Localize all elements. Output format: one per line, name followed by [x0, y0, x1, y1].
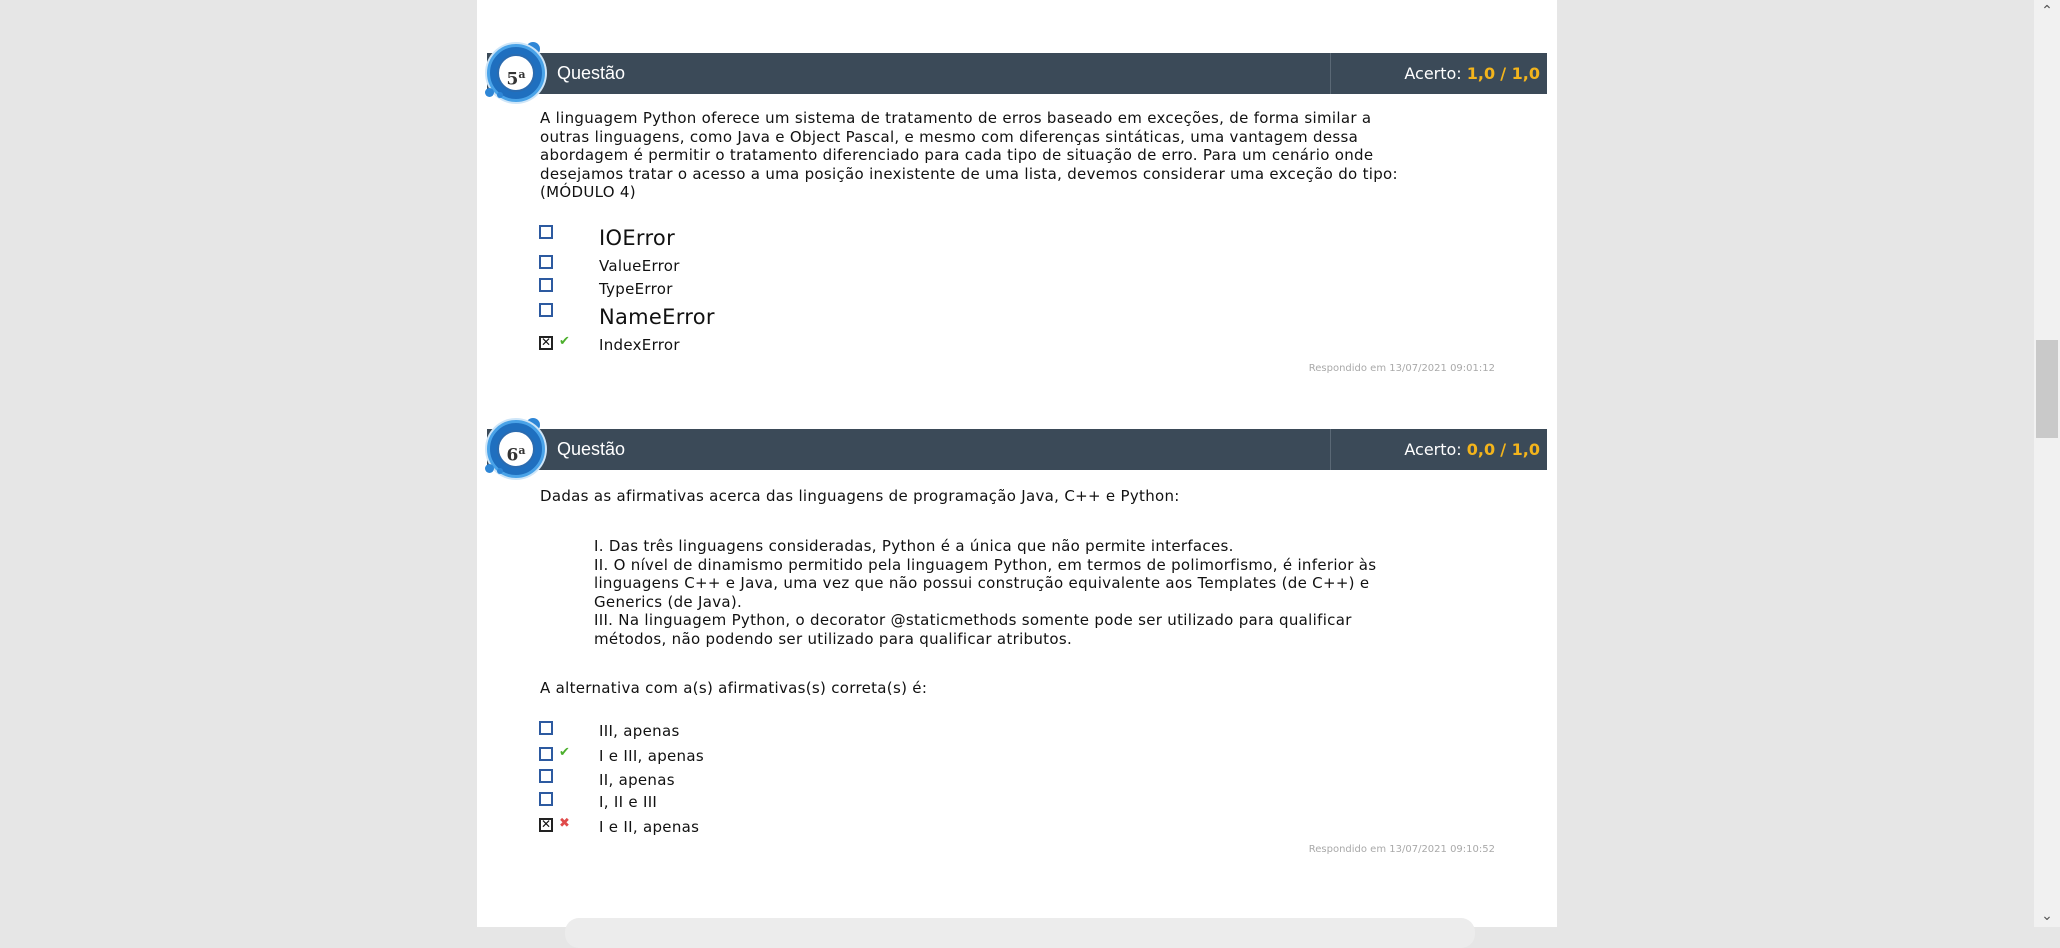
option-label: III, apenas	[599, 722, 680, 740]
question-text: Dadas as afirmativas acerca das linguagens de programação Java, C++ e Python:	[540, 487, 1180, 505]
score-value: 1,0	[1466, 64, 1496, 83]
question-number: 6	[506, 445, 519, 466]
option-checkbox[interactable]	[539, 303, 553, 317]
option-label: I e III, apenas	[599, 747, 704, 765]
option-checkbox[interactable]	[539, 278, 553, 292]
scrollbar-thumb[interactable]	[2036, 340, 2058, 438]
chevron-up-icon[interactable]: ⌃	[2041, 3, 2053, 19]
score-total: / 1,0	[1500, 440, 1540, 459]
vertical-scrollbar[interactable]	[2034, 0, 2060, 927]
question-ordinal: a	[518, 68, 526, 81]
question-ordinal: a	[518, 444, 526, 457]
option-checkbox[interactable]	[539, 225, 553, 239]
cross-icon: ✖	[559, 816, 570, 831]
option-checkbox[interactable]	[539, 792, 553, 806]
option-label: I e II, apenas	[599, 818, 700, 836]
question-label: Questão	[557, 63, 626, 83]
question-label: Questão	[557, 439, 626, 459]
score-value: 0,0	[1466, 440, 1496, 459]
option-label: IndexError	[599, 336, 680, 354]
option-label: I, II e III	[599, 793, 658, 811]
score-label: Acerto:	[1404, 64, 1462, 83]
question-number: 5	[506, 69, 519, 90]
decor-bubble	[485, 88, 494, 97]
answered-timestamp: Respondido em 13/07/2021 09:10:52	[1308, 844, 1495, 855]
score	[1404, 429, 1540, 470]
question-header	[487, 429, 1547, 470]
chevron-down-icon[interactable]: ⌄	[2041, 908, 2053, 924]
option-label: II, apenas	[599, 771, 675, 789]
option-checkbox-checked[interactable]	[539, 818, 553, 832]
option-label: IOError	[599, 226, 676, 250]
decor-bubble	[497, 468, 503, 474]
decor-bubble	[497, 92, 503, 98]
option-label: TypeError	[599, 280, 673, 298]
content-page	[477, 0, 1557, 927]
option-checkbox[interactable]	[539, 747, 553, 761]
next-section-panel	[565, 918, 1475, 948]
option-checkbox-checked[interactable]	[539, 336, 553, 350]
check-icon: ✔	[559, 334, 570, 349]
answered-timestamp: Respondido em 13/07/2021 09:01:12	[1308, 363, 1495, 374]
option-checkbox[interactable]	[539, 721, 553, 735]
divider	[1330, 53, 1331, 94]
divider	[1330, 429, 1331, 470]
question-statements: I. Das três linguagens consideradas, Python é a única que não permite interfaces. II. O nível de dinamismo permitido pela linguagem Python, em termos de polimorfismo, é inferior às linguagens C++ e Java, uma vez que não possui construção equivalente aos Templates (de C++) e Generics (de Java). III. Na linguagem Python, o decorator @staticmethods somente pode ser utilizado para qualificar métodos, não podendo ser utilizado para qualificar atributos.	[594, 537, 1377, 648]
question-number-badge	[487, 420, 545, 478]
option-checkbox[interactable]	[539, 255, 553, 269]
question-text: A linguagem Python oferece um sistema de tratamento de erros baseado em exceções, de forma similar a outras linguagens, como Java e Object Pascal, e mesmo com diferenças sintáticas, uma vantagem dessa abordagem é permitir o tratamento diferenciado para cada tipo de situação de erro. Para um cenário onde desejamos tratar o acesso a uma posição inexistente de uma lista, devemos considerar uma exceção do tipo: (MÓDULO 4)	[540, 109, 1398, 201]
question-header	[487, 53, 1547, 94]
option-label: NameError	[599, 305, 715, 329]
check-icon: ✔	[559, 745, 570, 760]
decor-bubble	[485, 464, 494, 473]
score-label: Acerto:	[1404, 440, 1462, 459]
option-label: ValueError	[599, 257, 680, 275]
score-total: / 1,0	[1500, 64, 1540, 83]
question-number-badge	[487, 44, 545, 102]
score	[1404, 53, 1540, 94]
option-checkbox[interactable]	[539, 769, 553, 783]
question-prompt: A alternativa com a(s) afirmativas(s) correta(s) é:	[540, 679, 928, 697]
